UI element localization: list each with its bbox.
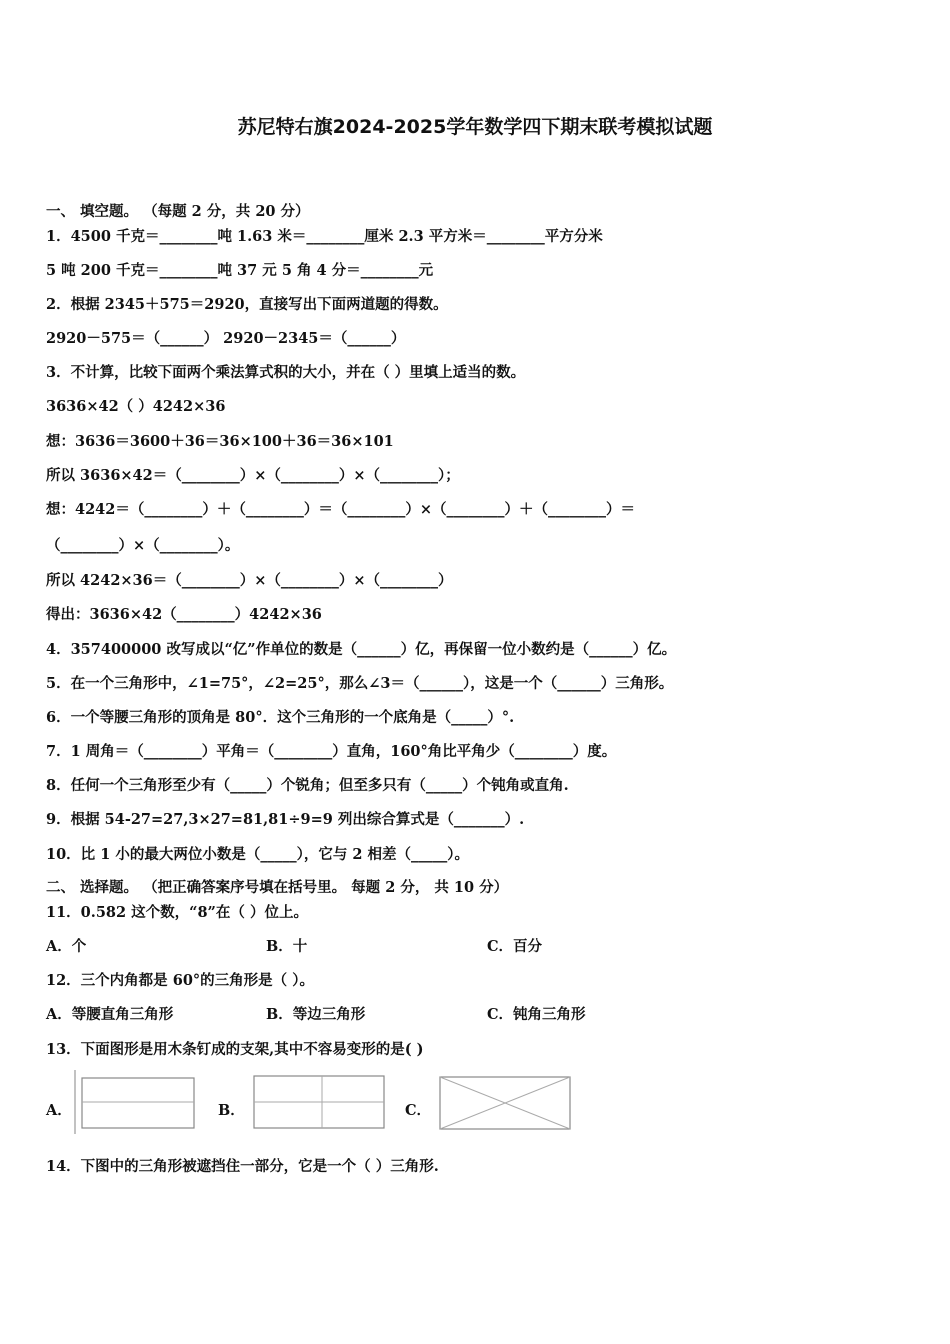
question-13-label-c: C． xyxy=(405,1102,432,1119)
question-3-think-1: 想：3636＝3600＋36＝36×100＋36＝36×101 xyxy=(46,433,394,450)
section-one-heading: 一、 填空题。 （每题 2 分，共 20 分） xyxy=(46,203,310,220)
figure-b-frame xyxy=(252,1074,388,1132)
question-11-text: 11．0.582 这个数，“8”在（ ）位上。 xyxy=(46,904,308,921)
question-1-line-1: 1．4500 千克＝________吨 1.63 米＝________厘米 2.3 平方米＝________平方分米 xyxy=(46,228,603,245)
question-11-option-b: B．十 xyxy=(266,938,308,955)
question-3-compare: 3636×42（ ）4242×36 xyxy=(46,398,226,415)
question-3-think-2-cont: （________）×（________）。 xyxy=(46,537,240,554)
question-7-text: 7．1 周角＝（________）平角＝（________）直角，160°角比平角少（________）度。 xyxy=(46,743,617,760)
question-12-text: 12．三个内角都是 60°的三角形是（ ）。 xyxy=(46,972,314,989)
question-13-label-a: A． xyxy=(46,1102,72,1119)
question-12-option-c: C．钝角三角形 xyxy=(487,1006,586,1023)
question-14-text: 14．下图中的三角形被遮挡住一部分，它是一个（ ）三角形. xyxy=(46,1158,439,1175)
figure-a-frame xyxy=(72,1068,198,1136)
question-12-option-a: A．等腰直角三角形 xyxy=(46,1006,174,1023)
figure-c-frame xyxy=(438,1075,574,1133)
question-2-text: 2．根据 2345＋575＝2920，直接写出下面两道题的得数。 xyxy=(46,296,448,313)
question-3-conclusion: 得出：3636×42（________）4242×36 xyxy=(46,606,322,623)
page-title: 苏尼特右旗2024-2025学年数学四下期末联考模拟试题 xyxy=(237,116,713,138)
question-3-so-2: 所以 4242×36＝（________）×（________）×（________） xyxy=(46,572,453,589)
question-4-text: 4．357400000 改写成以“亿”作单位的数是（______）亿，再保留一位小数约是（______）亿。 xyxy=(46,641,677,658)
question-8-text: 8．任何一个三角形至少有（_____）个锐角；但至多只有（_____）个钝角或直角. xyxy=(46,777,569,794)
question-10-text: 10．比 1 小的最大两位小数是（_____），它与 2 相差（_____）。 xyxy=(46,846,470,863)
question-6-text: 6．一个等腰三角形的顶角是 80°．这个三角形的一个底角是（_____）°. xyxy=(46,709,515,726)
question-9-text: 9．根据 54-27=27,3×27=81,81÷9=9 列出综合算式是（_______）. xyxy=(46,811,525,828)
question-11-option-c: C．百分 xyxy=(487,938,543,955)
question-1-line-2: 5 吨 200 千克＝________吨 37 元 5 角 4 分＝________元 xyxy=(46,262,434,279)
question-2-blanks: 2920－575＝（______） 2920－2345＝（______） xyxy=(46,330,406,347)
question-5-text: 5．在一个三角形中，∠1=75°，∠2=25°，那么∠3＝（______），这是一个（______）三角形。 xyxy=(46,675,674,692)
question-3-text: 3．不计算，比较下面两个乘法算式积的大小，并在（ ）里填上适当的数。 xyxy=(46,364,526,381)
section-two-heading: 二、 选择题。 （把正确答案序号填在括号里。 每题 2 分， 共 10 分） xyxy=(46,879,509,896)
question-3-so-1: 所以 3636×42＝（________）×（________）×（________）； xyxy=(46,467,460,484)
question-13-text: 13．下面图形是用木条钉成的支架,其中不容易变形的是( ) xyxy=(46,1041,424,1058)
question-13-label-b: B． xyxy=(218,1102,245,1119)
question-3-think-2: 想：4242＝（________）＋（________）＝（________）×（________）＋（________）＝ xyxy=(46,501,636,518)
question-12-option-b: B．等边三角形 xyxy=(266,1006,366,1023)
question-11-option-a: A．个 xyxy=(46,938,87,955)
